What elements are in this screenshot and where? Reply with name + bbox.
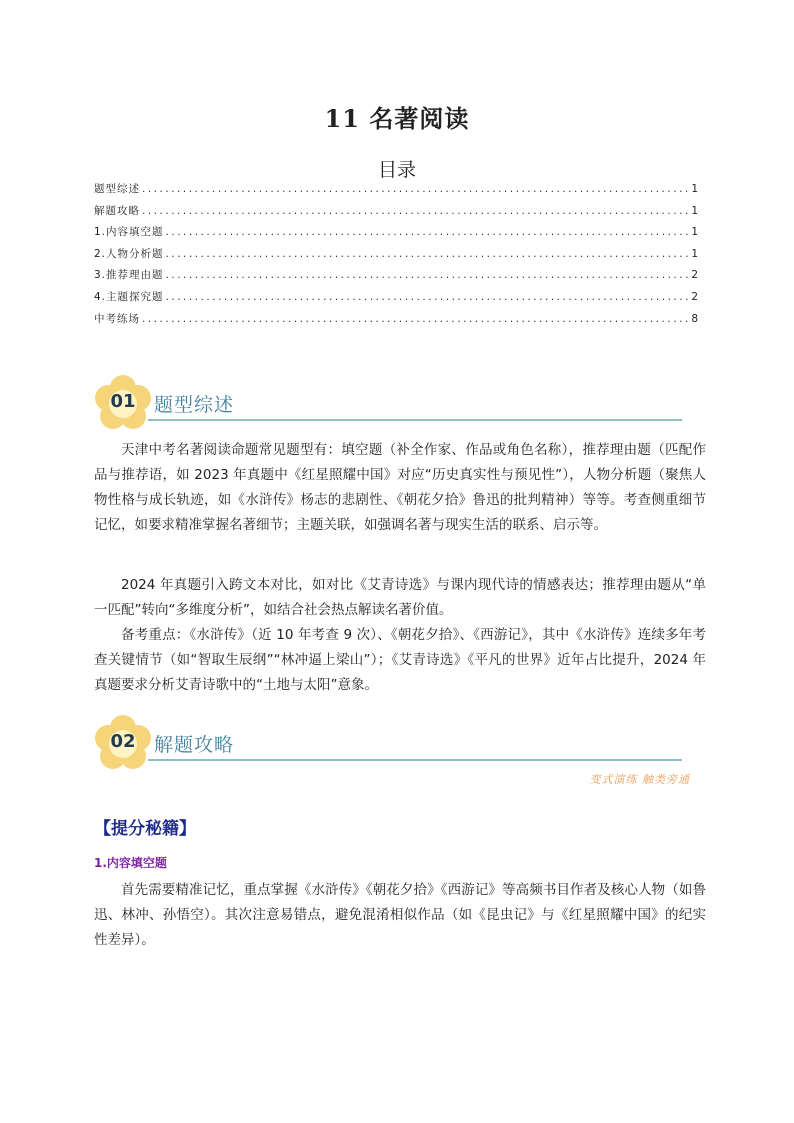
subsection-title: 【提分秘籍】: [94, 819, 196, 839]
table-of-contents: [94, 181, 698, 332]
toc-entry-page: 1: [691, 204, 698, 217]
overview-paragraph-1: 天津中考名著阅读命题常见题型有：填空题（补全作家、作品或角色名称），推荐理由题（匹配作品与推荐语，如 2023 年真题中《红星照耀中国》对应“历史真实性与预见性”），人物分析题（聚焦人物性格与成长轨迹，如《水浒传》杨志的悲剧性、《朝花夕拾》鲁迅的批判精神）等等。考查侧重细节记忆，如要求精准掌握名著细节；主题关联，如强调名著与现实生活的联系、启示等。: [94, 442, 706, 533]
section-number: 01: [110, 391, 136, 412]
toc-leader-dots: [142, 183, 689, 195]
toc-entry[interactable]: [94, 203, 698, 225]
toc-entry-page: 1: [691, 183, 698, 195]
toc-entry-label: 中考练场: [94, 312, 140, 325]
section-divider: [148, 759, 682, 761]
toc-entry-page: 2: [691, 269, 698, 282]
toc-entry[interactable]: [94, 246, 698, 268]
item-title: 1.内容填空题: [94, 856, 167, 870]
section-header-overview: [94, 374, 684, 434]
toc-leader-dots: [166, 291, 690, 303]
toc-entry-page: 2: [691, 290, 698, 303]
toc-leader-dots: [166, 248, 690, 260]
toc-entry[interactable]: [94, 267, 698, 289]
toc-leader-dots: [142, 313, 689, 325]
toc-entry-page: 1: [691, 247, 698, 260]
toc-entry-label: 1.内容填空题: [94, 226, 164, 239]
toc-entry-label: 题型综述: [94, 183, 140, 195]
toc-entry-label: 4.主题探究题: [94, 290, 164, 303]
toc-leader-dots: [166, 226, 690, 238]
section-tagline: 变式演练 触类旁通: [589, 773, 690, 786]
toc-entry-label: 3.推荐理由题: [94, 269, 164, 282]
document-title: 11 名著阅读: [324, 104, 470, 133]
toc-entry-page: 8: [691, 312, 698, 325]
toc-heading: 目录: [377, 159, 416, 181]
section-title: 解题攻略: [154, 734, 235, 756]
toc-entry[interactable]: [94, 224, 698, 246]
section-number: 02: [110, 731, 136, 752]
toc-entry[interactable]: [94, 181, 698, 203]
toc-leader-dots: [142, 205, 689, 217]
overview-paragraph-2: 2024 年真题引入跨文本对比，如对比《艾青诗选》与课内现代诗的情感表达；推荐理由题从“单一匹配”转向“多维度分析”，如结合社会热点解读名著价值。: [94, 577, 706, 618]
section-divider: [148, 419, 682, 421]
toc-entry-label: 2.人物分析题: [94, 247, 164, 260]
toc-leader-dots: [166, 269, 690, 281]
toc-entry-label: 解题攻略: [94, 204, 140, 217]
overview-paragraph-3: 备考重点：《水浒传》（近 10 年考查 9 次）、《朝花夕拾》、《西游记》，其中《水浒传》连续多年考查关键情节（如“智取生辰纲”“林冲逼上梁山”）；《艾青诗选》《平凡的世界》近年占比提升，2024 年真题要求分析艾青诗歌中的“土地与太阳”意象。: [94, 627, 706, 693]
section-header-strategy: [94, 714, 684, 774]
toc-entry[interactable]: [94, 311, 698, 333]
toc-entry-page: 1: [691, 226, 698, 239]
item-paragraph: 首先需要精准记忆，重点掌握《水浒传》《朝花夕拾》《西游记》等高频书目作者及核心人物（如鲁迅、林冲、孙悟空）。其次注意易错点，避免混淆相似作品（如《昆虫记》与《红星照耀中国》的纪实性差异）。: [94, 882, 706, 948]
section-title: 题型综述: [154, 394, 235, 416]
toc-entry[interactable]: [94, 289, 698, 311]
